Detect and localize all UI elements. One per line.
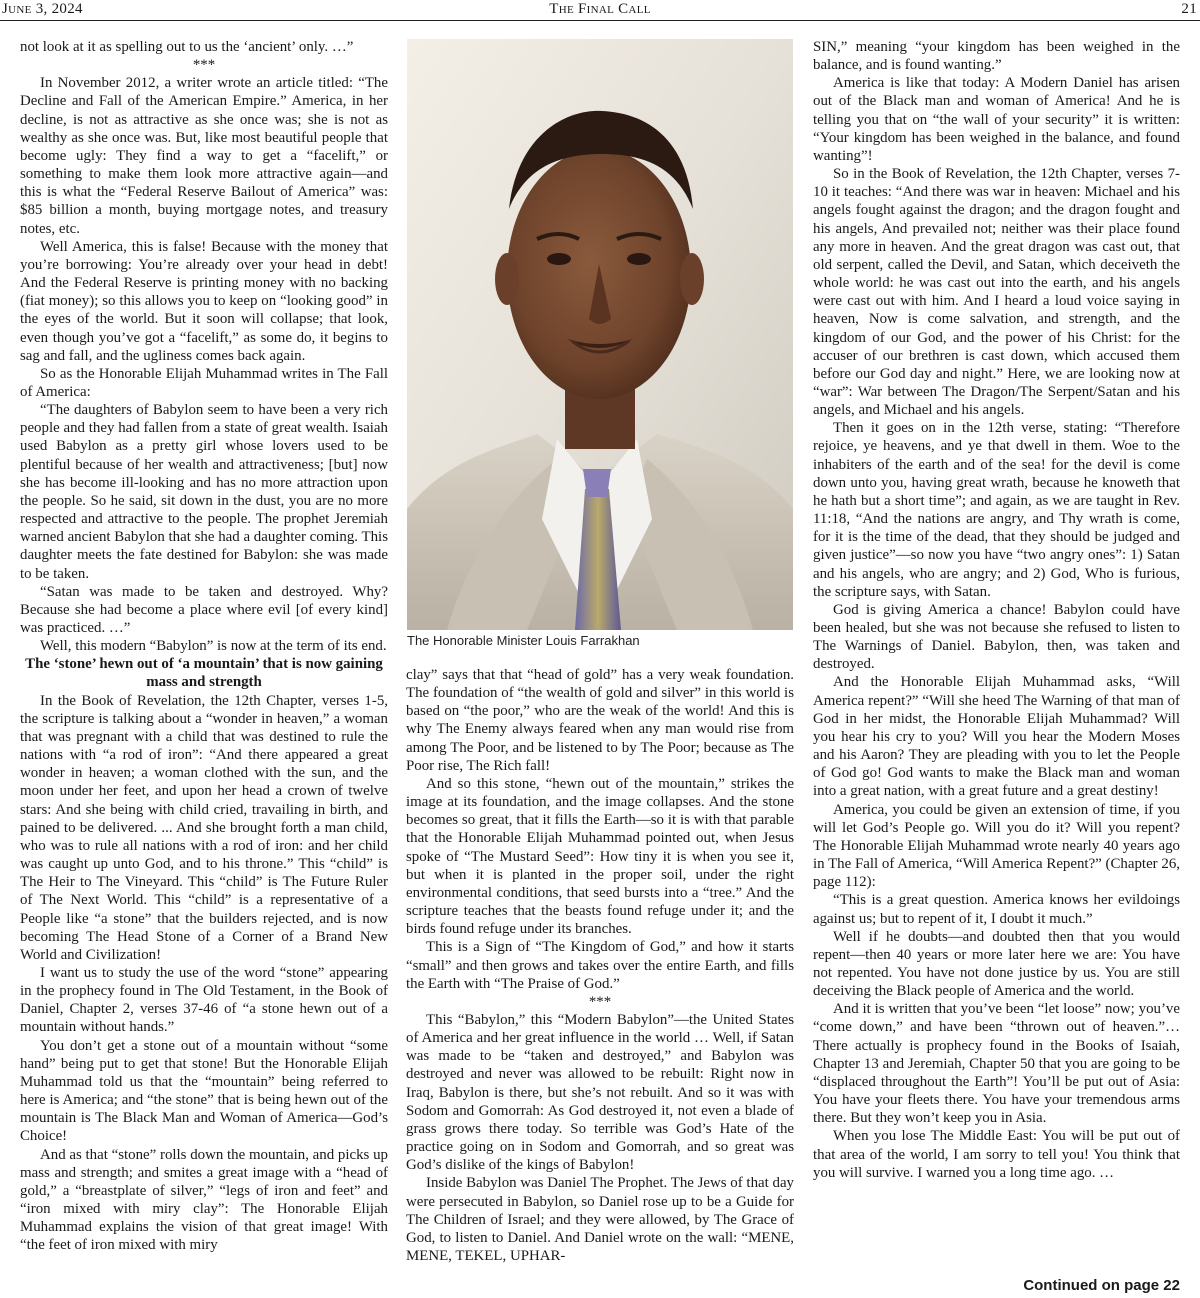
paragraph: And the Honorable Elijah Muhammad asks, “Will America repent?” “Will she heed The Warning of that man of God in her midst, the Honorable Elijah Muhammad? Will you hear his cry to you? Will you hear the Modern Moses and his Aaron? They are pleading with you to let the People of God go! God wants to make the Black man and woman into a great nation, with a great future and a great destiny! <box>813 674 1180 800</box>
section-break: *** <box>588 993 612 1010</box>
paragraph: Well, this modern “Babylon” is now at the term of its end. <box>40 638 387 655</box>
portrait-image <box>407 39 793 630</box>
continued-on-page-link[interactable]: Continued on page 22 <box>1023 1277 1180 1294</box>
paragraph: In November 2012, a writer wrote an article titled: “The Decline and Fall of the American Empire.” America, in her decline, is not as attractive as she once was; she is not as wealthy as she once was. But, like most beautiful people that become ugly: They find a way to get a “facelift,” or something to make them look more attractive again—and this is what the “Federal Reserve Bailout of America” was: $85 billion a month, buying mortgage notes, and treasury notes, etc. <box>20 75 388 237</box>
subheading: The ‘stone’ hewn out of ‘a mountain’ that is now gaining mass and strength <box>25 656 383 691</box>
paragraph: You don’t get a stone out of a mountain without “some hand” being put to get that stone! But the Honorable Elijah Muhammad told us that the “mountain” being referred to here is America; and “the stone” that is being hewn out of the mountain is The Black Man and Woman of America—God’s Choice! <box>20 1037 388 1145</box>
paragraph: “Satan was made to be taken and destroyed. Why? Because she had become a place where evil [of every kind] was practiced. …” <box>20 583 388 636</box>
newspaper-name: The Final Call <box>549 1 651 17</box>
paragraph: SIN,” meaning “your kingdom has been weighed in the balance, and is found wanting.” <box>813 39 1180 74</box>
page-number: 21 <box>1181 1 1197 17</box>
paragraph: Inside Babylon was Daniel The Prophet. The Jews of that day were persecuted in Babylon, so Daniel rose up to be a Guide for The Children of Israel; and they were allowed, by The Grace of God, to listen to Daniel. And Daniel wrote on the wall: “MENE, MENE, TEKEL, UPHAR- <box>406 1175 794 1264</box>
paragraph: And as that “stone” rolls down the mountain, and picks up mass and strength; and smites a great image with a “head of gold,” a “breastplate of silver,” “legs of iron and feet” and “iron mixed with miry clay”: The Honorable Elijah Muhammad explains the vision of that great image! With “the feet of iron mixed with miry <box>20 1146 388 1254</box>
paragraph: In the Book of Revelation, the 12th Chapter, verses 1-5, the scripture is talking about a “wonder in heaven,” a woman that was pregnant with a child that was destined to rule the nations with “a rod of iron”: “And there appeared a great wonder in heaven; a woman clothed with the sun, and the moon under her feet, and upon her head a crown of twelve stars: And she being with child cried, travailing in birth, and pained to be delivered. ... And she brought forth a man child, who was to rule all nations with a rod of iron: and her child was caught up unto God, and to his throne.” This “child” is The Heir to The Vineyard. This “child” is The Future Ruler of The Next World. This “child” is a representative of a People like “a stone” that the builders rejected, and is now becoming The Head Stone of a Corner of a Brand New World and Civilization! <box>20 692 388 963</box>
article-column-2 <box>406 666 794 1298</box>
paragraph: “This is a great question. America knows her evildoings against us; but to repent of it, I doubt it much.” <box>813 892 1180 927</box>
photo-caption: The Honorable Minister Louis Farrakhan <box>407 633 640 648</box>
paragraph: God is giving America a chance! Babylon could have been healed, but she was not because she refused to listen to The Warnings of Daniel. Babylon, then, was taken and destroyed. <box>813 601 1180 673</box>
paragraph: So in the Book of Revelation, the 12th Chapter, verses 7-10 it teaches: “And there was war in heaven: Michael and his angels fought against the dragon; and the dragon fought and his angels, And prevailed not; neither was their place found any more in heaven. And the great dragon was cast out, that old serpent, called the Devil, and Satan, which deceiveth the whole world: he was cast out into the earth, and his angels were cast out with him. And I heard a loud voice saying in heaven, Now is come salvation, and strength, and the kingdom of our God, and the power of his Christ: for the accuser of our brethren is cast down, which accused them before our God day and night.” Here, we are looking now at “war”: War between The Dragon/The Serpent/Satan and his angels, and Michael and his angels. <box>813 166 1180 419</box>
page-header <box>0 0 1200 21</box>
paragraph: This “Babylon,” this “Modern Babylon”—the United States of America and her great influence in the world … Well, if Satan was made to be “taken and destroyed,” and Babylon was destroyed and never was allowed to be rebuilt: Right now in Iraq, Babylon is there, but she’s not rebuilt. And so it was with Sodom and Gomorrah: As God destroyed it, not even a blade of grass grows there today. So terrible was God’s Hate of the practice going on in Sodom and Gomorrah, and so great was God’s dislike of the kings of Babylon! <box>406 1011 794 1174</box>
paragraph: Well if he doubts—and doubted then that you would repent—then 40 years or more later here we are: You have not repented. You have not done justice by us. You are still deceiving the Black people of America and the world. <box>813 928 1180 1000</box>
issue-date: June 3, 2024 <box>2 1 83 17</box>
paragraph: So as the Honorable Elijah Muhammad writes in The Fall of America: <box>20 365 388 400</box>
article-column-3 <box>813 38 1180 1278</box>
paragraph: Then it goes on in the 12th verse, stating: “Therefore rejoice, ye heavens, and ye that dwell in them. Woe to the inhabiters of the earth and of the sea! for the devil is come down unto you, having great wrath, because he knoweth that he hath but a short time”; and again, as we are taught in Rev. 11:18, “And the nations are angry, and Thy wrath is come, for it is the time of the dead, that they should be judged and given justice”—so now you have “two angry ones”: 1) Satan and his angels, who are angry; and 2) God, Who is furious, the scripture says, with Satan. <box>813 420 1180 600</box>
paragraph: clay” says that that “head of gold” has a very weak foundation. The foundation of “the wealth of gold and silver” in this world is based on “the poor,” who are the weak of the world! And this is why The Enemy always feared when any man would rise from among The Poor, and be listened to by The Poor; because as The Poor rise, The Rich fall! <box>406 667 794 774</box>
paragraph: America is like that today: A Modern Daniel has arisen out of the Black man and woman of America! And he is telling you that on “the wall of your security” it is written: “Your kingdom has been weighed in the balance, and found wanting”! <box>813 75 1180 164</box>
section-break: *** <box>192 57 216 74</box>
paragraph: When you lose The Middle East: You will be put out of that area of the world, I am sorry to tell you! You think that you will survive. I warned you a long time ago. … <box>813 1128 1180 1181</box>
paragraph: I want us to study the use of the word “stone” appearing in the prophecy found in The Old Testament, in the Book of Daniel, Chapter 2, verses 37-46 of “a stone hewn out of a mountain without hands.” <box>20 964 388 1036</box>
paragraph: “The daughters of Babylon seem to have been a very rich people and they had fallen from a state of great wealth. Isaiah used Babylon as a pretty girl whose lovers used to be plentiful because of her wealth and attractiveness; [but] now she has become ill-looking and has no more attraction upon the people. So he said, sit down in the dust, you are no more respected and attractive to the people. The prophet Jeremiah warned ancient Babylon that she had a daughter coming. This daughter meets the fate destined for Babylon: she was made to be taken. <box>20 402 388 582</box>
portrait-photo <box>407 39 793 630</box>
article-column-1 <box>20 38 388 1298</box>
paragraph: America, you could be given an extension of time, if you will let God’s People go. Will you do it? Will you repent? The Honorable Elijah Muhammad wrote nearly 40 years ago in The Fall of America, “Will America Repent?” (Chapter 26, page 112): <box>813 801 1180 891</box>
paragraph: And it is written that you’ve been “let loose” now; you’ve “come down,” and have been “thrown out of heaven.”… There actually is prophecy found in the Books of Isaiah, Chapter 13 and Jeremiah, Chapter 50 that you are going to be “displaced throughout the Earth”! You’ll be put out of Asia: You have your fleets there. You have your tremendous arms there. But they won’t keep you in Asia. <box>813 1001 1180 1127</box>
paragraph: Well America, this is false! Because with the money that you’re borrowing: You’re already over your head in debt! And the Federal Reserve is printing money with no backing (fiat money); so this allows you to keep on “looking good” in the eyes of the world. But it soon will collapse; that look, even though you’ve got a “facelift,” as some do, it begins to sag and fall, and the ugliness comes back again. <box>20 238 388 364</box>
paragraph: This is a Sign of “The Kingdom of God,” and how it starts “small” and then grows and takes over the entire Earth, and fills the Earth with “The Praise of God.” <box>406 939 794 992</box>
paragraph: not look at it as spelling out to us the ‘ancient’ only. …” <box>20 39 354 55</box>
paragraph: And so this stone, “hewn out of the mountain,” strikes the image at its foundation, and the image collapses. And the stone becomes so great, that it fills the Earth—so it is with that parable that the Honorable Elijah Muhammad pointed out, when Jesus spoke of “The Mustard Seed”: How tiny it is when you see it, but when it is planted in the proper soil, under the right environmental conditions, that seed bursts into a “tree.” And the scripture teaches that the beasts found refuge under it; and the birds found refuge under its branches. <box>406 775 794 938</box>
